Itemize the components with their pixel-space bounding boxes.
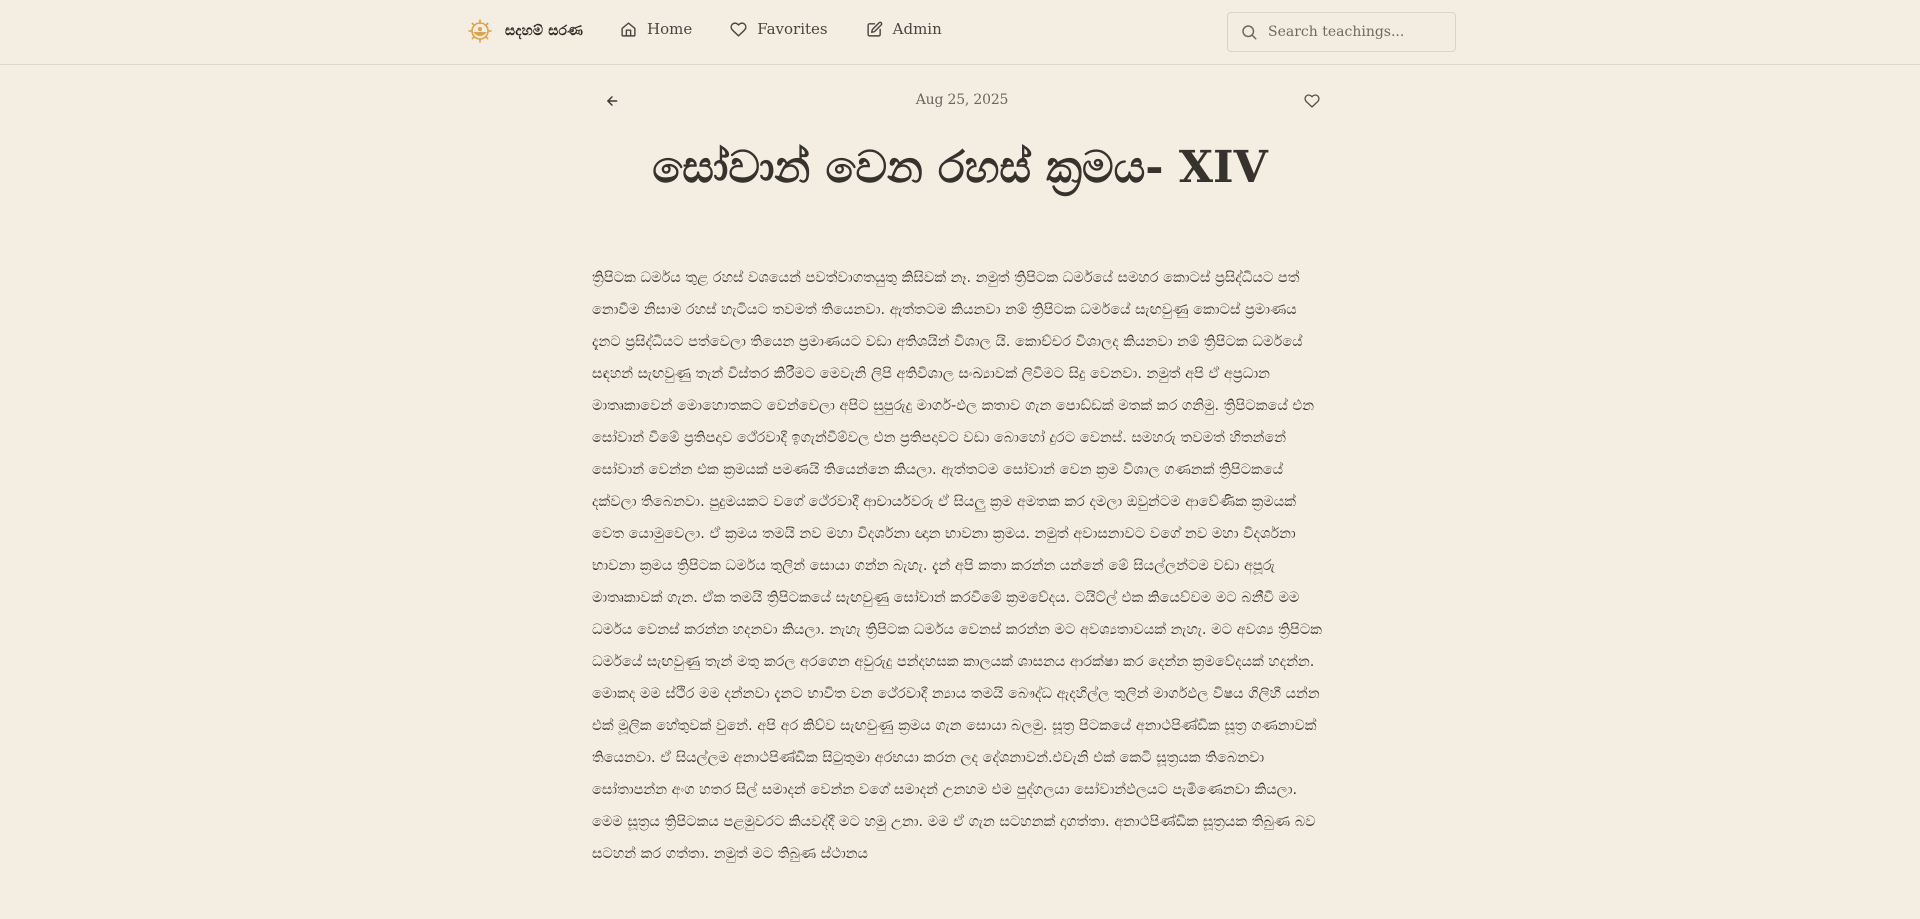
nav-home[interactable] (620, 20, 692, 38)
article-body (592, 262, 1328, 870)
home-icon (620, 21, 637, 38)
brand-name: සදහම් සරණ (505, 23, 584, 39)
article-paragraph: ත්‍රිපිටක ධර්මය තුළ රහස් වශයෙන් පවත්වාගතයුතු කිසිවක් නෑ. නමුත් ත්‍රිපිටක ධර්මයේ සමහර කොටස් ප්‍රසිද්ධියට පත් නොවීම නිසාම රහස් හැටියට තවමත් තියෙනවා. ඇත්තටම කියනවා නම් ත්‍රිපිටක ධර්මයේ සැඟවුණු කොටස් ප්‍රමාණය දැනට ප්‍රසිද්ධියට පත්වෙලා තියෙන ප්‍රමාණයට වඩා අතිශයින් විශාල යි. කොච්චර විශාලද කියනවා නම් ත්‍රිපිටක ධර්මයේ සඳහන් සැඟවුණු තැන් විස්තර කිරීමට මෙවැනි ලිපි අතිවිශාල සංඛ්‍යාවක් ලිවීමට සිදු වෙනවා. නමුත් අපි ඒ අප්‍රධාන මාතෘකාවෙන් මොහොතකට වෙන්වෙලා අපිට සුපුරුදු මාර්ග-ඵල කතාව ගැන පොඩ්ඩක් මතක් කර ගනිමු. ත්‍රිපිටකයේ එන සෝවාන් වීමේ ප්‍රතිපදාව ථේරවාදී ඉගැන්වීම්වල එන ප්‍රතිපදාවට වඩා බොහෝ දුරට වෙනස්. සමහරු තවමත් හිතන්නේ සෝවාන් වෙන්න එක ක්‍රමයක් පමණයි තියෙන්නෙ කියලා. ඇත්තටම සෝවාන් වෙන ක්‍රම විශාල ගණනක් ත්‍රිපිටකයේ දක්වලා තිබෙනවා. පුදුමයකට වගේ ථේරවාදී ආචාර්යවරු ඒ සියලු ක්‍රම අමතක කර දමලා ඔවුන්ටම ආවේණික ක්‍රමයක් වෙත යොමුවෙලා. ඒ ක්‍රමය තමයි නව මහා විදර්ශනා ඥාන භාවනා ක්‍රමය. නමුත් අවාසනාවට වගේ නව මහා විදර්ශනා භාවනා ක්‍රමය ත්‍රිපිටක ධර්මය තුලින් සොයා ගන්න බැහැ. දැන් අපි කතා කරන්න යන්නේ මේ සියල්ලන්ටම වඩා අපූරු මාතෘකාවක් ගැන. ඒක තමයි ත්‍රිපිටකයේ සැඟවුණු සෝවාන් කරවීමේ ක්‍රමවේදය. ටයිට්ල් එක කියෙව්වම මට බනීවී මම ධර්මය වෙනස් කරන්න හදනවා කියලා. නැහැ ත්‍රිපිටක ධර්මය වෙනස් කරන්න මට අවශ්‍යතාවයක් නැහැ. මට අවශ්‍ය ත්‍රිපිටක ධර්මයේ සැඟවුණු තැන් මතු කරල අරගෙන අවුරුදු පන්දහසක කාලයක් ශාසනය ආරක්ෂා කර දෙන්න ක්‍රමවේදයක් හදන්න. මොකද මම ස්ථිර මම දන්නවා දැනට භාවිත වන ථේරවාදී න්‍යාය තමයි බෞද්ධ ඇදහිල්ල තුලින් මාර්ගඵල විෂය ගිලිහී යන්න එක් මූලික හේතුවක් වුනේ. අපි අර කිව්ව සැඟවුණු ක්‍රමය ගැන සොයා බලමු. සූත්‍ර පිටකයේ අනාථපිණ්ඩික සූත්‍ර ගණනාවක් තියෙනවා. ඒ සියල්ලම අනාථපිණ්ඩික සිටුතුමා අරභයා කරන ලද දේශනාවන්.එවැනි එක් කෙටි සූත්‍රයක තිබෙනවා සෝතාපන්න අංග හතර සිල් සමාදන් වෙන්න වගේ සමාදන් උනහම එම පුද්ගලයා සෝවාන්ඵලයට පැමිණෙනවා කියලා. මෙම සූත්‍රය ත්‍රිපිටකය පළමුවරට කියවද්දී මට හමු උනා. මම ඒ ගැන සටහනක් දාගත්තා. අනාථපිණ්ඩික සූත්‍රයක තිබුණ බව සටහන් කර ගත්තා. නමුත් මට තිබුණ ස්ථානය (592, 270, 1322, 862)
main-nav (620, 20, 942, 38)
nav-admin-label: Admin (892, 20, 942, 38)
search-box[interactable] (1227, 12, 1456, 52)
nav-admin[interactable] (866, 20, 942, 38)
article-title: සෝවාන් වෙන රහස් ක්‍රමය- XIV (652, 142, 1268, 193)
search-icon (1240, 23, 1258, 41)
heart-icon (730, 21, 747, 38)
edit-icon (866, 21, 883, 38)
nav-favorites[interactable] (730, 20, 827, 38)
article-toolbar (600, 88, 1324, 114)
favorite-button[interactable] (1300, 90, 1324, 112)
nav-home-label: Home (647, 20, 693, 38)
article-date: Aug 25, 2025 (915, 92, 1009, 108)
top-navbar (0, 0, 1920, 65)
brand-link[interactable] (467, 18, 583, 44)
heart-icon (1304, 93, 1320, 109)
search-input[interactable] (1268, 24, 1448, 40)
dharma-wheel-icon (467, 18, 493, 44)
nav-favorites-label: Favorites (757, 20, 828, 38)
